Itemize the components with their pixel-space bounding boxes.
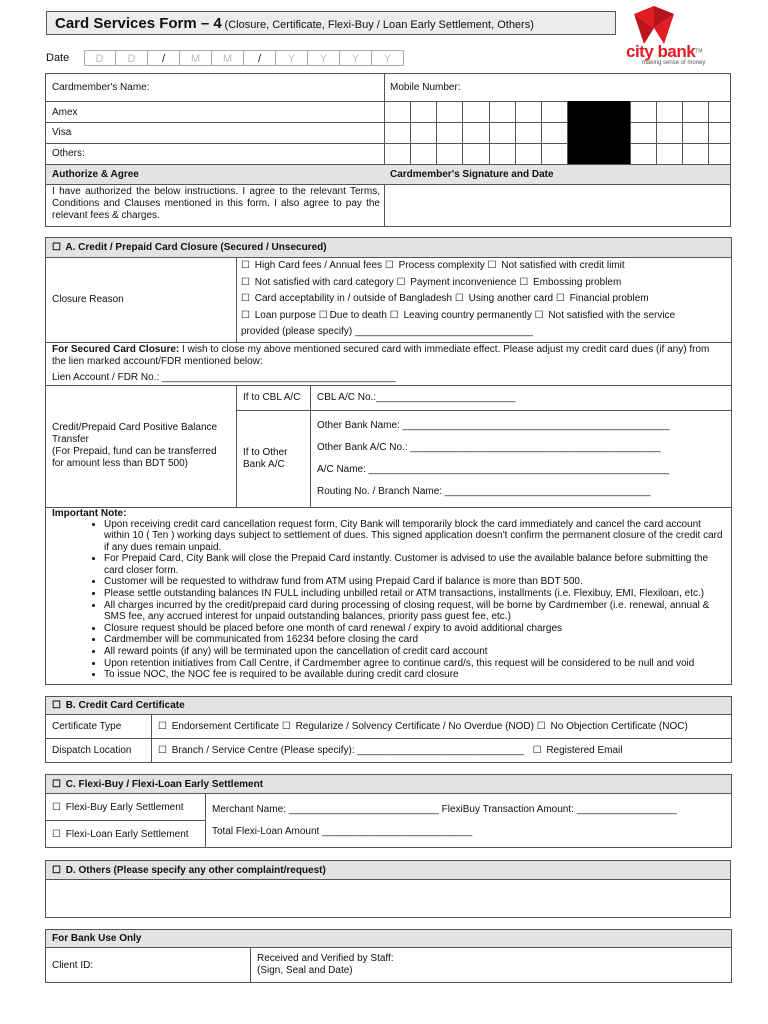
- note-item: • Cardmember will be communicated from 16234 before closing the card: [104, 634, 725, 646]
- card-type-others: Others:: [52, 148, 85, 159]
- date-cell[interactable]: Y: [372, 50, 404, 66]
- checkbox-section-b[interactable]: ☐: [52, 700, 61, 711]
- section-c-table: [45, 774, 732, 848]
- note-item: • Customer will be requested to withdraw fund from ATM using Prepaid Card if balance is more than BDT 500.: [104, 576, 725, 588]
- card-type-amex: Amex: [52, 107, 78, 118]
- if-other-bank-label: If to Other Bank A/C: [237, 410, 311, 507]
- checkbox[interactable]: ☐: [241, 260, 250, 271]
- checkbox[interactable]: ☐: [158, 745, 167, 756]
- logo-wordmark: city bank: [626, 42, 696, 61]
- cardmember-name-label: Cardmember's Name:: [52, 82, 150, 93]
- date-cell[interactable]: D: [116, 50, 148, 66]
- checkbox[interactable]: ☐: [241, 309, 250, 321]
- mobile-number-label: Mobile Number:: [390, 82, 461, 93]
- checkbox[interactable]: ☐: [318, 309, 328, 321]
- checkbox[interactable]: ☐: [389, 309, 399, 321]
- form-title: Card Services Form – 4: [55, 15, 222, 32]
- other-bank-name-field[interactable]: Other Bank Name: ________________________________________________: [317, 419, 670, 431]
- checkbox[interactable]: ☐: [241, 276, 250, 288]
- reason-option: Financial problem: [569, 293, 649, 304]
- checkbox[interactable]: ☐: [519, 276, 529, 288]
- cbl-account-field[interactable]: CBL A/C No.:_________________________: [311, 385, 732, 410]
- form-title-box: [46, 11, 616, 35]
- reason-option: Not satisfied with card category: [254, 276, 394, 288]
- flexiloan-option: Flexi-Loan Early Settlement: [65, 828, 189, 840]
- checkbox[interactable]: ☐: [396, 276, 406, 288]
- certificate-option: Endorsement Certificate: [171, 721, 280, 732]
- checkbox[interactable]: ☐: [555, 293, 565, 304]
- reason-option: Card acceptability in / outside of Bangladesh: [254, 293, 453, 304]
- section-d-table: [45, 860, 731, 918]
- checkbox[interactable]: ☐: [454, 293, 464, 304]
- checkbox[interactable]: ☐: [536, 721, 546, 732]
- note-item: • Closure request should be placed before one month of card renewal / expiry to avoid additional charges: [104, 623, 725, 635]
- reason-specify-field[interactable]: provided (please specify) ________________________________: [241, 326, 533, 337]
- certificate-option: No Objection Certificate (NOC): [550, 721, 688, 732]
- section-c-heading: C. Flexi-Buy / Flexi-Loan Early Settlement: [65, 778, 264, 790]
- important-notes-list: [52, 519, 725, 681]
- checkbox[interactable]: ☐: [384, 260, 394, 271]
- date-separator: /: [244, 50, 276, 66]
- date-cell[interactable]: M: [212, 50, 244, 66]
- masked-digits-block: [568, 101, 630, 164]
- card-number-grid[interactable]: [384, 101, 731, 164]
- lien-account-field[interactable]: Lien Account / FDR No.: __________________________________________: [52, 371, 396, 383]
- checkbox[interactable]: ☐: [158, 721, 167, 732]
- section-a-heading: A. Credit / Prepaid Card Closure (Secured / Unsecured): [65, 242, 327, 253]
- dispatch-email-option: Registered Email: [546, 745, 623, 756]
- city-bank-logo: [622, 4, 742, 68]
- reason-option: Payment inconvenience: [410, 276, 517, 288]
- reason-option: Leaving country permanently: [403, 309, 532, 321]
- date-label: Date: [46, 52, 70, 64]
- checkbox-section-d[interactable]: ☐: [52, 864, 61, 876]
- form-subtitle: (Closure, Certificate, Flexi-Buy / Loan Early Settlement, Others): [224, 19, 534, 31]
- section-a-table: [45, 237, 732, 685]
- note-item: • Upon receiving credit card cancellation request form, City Bank will temporarily block the card immediately and cancel the card account within 10 ( Ten ) working days subject to settlement of dues. This signed application doesn't confirm the permanent closure of the credit card if any dues remain unpaid.: [104, 519, 725, 554]
- closure-reason-label: Closure Reason: [46, 258, 237, 343]
- reason-option: Loan purpose: [254, 309, 316, 321]
- reason-option: Using another card: [468, 293, 554, 304]
- note-item: • To issue NOC, the NOC fee is required to be available during credit card closure: [104, 669, 725, 681]
- other-request-field[interactable]: [46, 880, 731, 918]
- routing-branch-field[interactable]: Routing No. / Branch Name: _____________________________________: [317, 485, 651, 497]
- client-id-label: Client ID:: [46, 948, 251, 983]
- note-item: • All reward points (if any) will be terminated upon the cancellation of credit card account: [104, 646, 725, 658]
- checkbox[interactable]: ☐: [281, 721, 291, 732]
- checkbox[interactable]: ☐: [52, 801, 61, 813]
- date-cell[interactable]: D: [84, 50, 116, 66]
- logo-tagline: making sense of money: [642, 60, 706, 66]
- bank-use-heading: For Bank Use Only: [46, 930, 732, 948]
- dispatch-branch-field[interactable]: Branch / Service Centre (Please specify): ______________________________: [171, 745, 525, 756]
- note-item: • Please settle outstanding balances IN FULL including unbilled retail or ATM transactions, installments (i.e. Flexibuy, EMI, Flexiloan, etc.): [104, 588, 725, 600]
- reason-option: High Card fees / Annual fees: [254, 260, 383, 271]
- section-d-heading: D. Others (Please specify any other complaint/request): [65, 864, 326, 876]
- account-name-field[interactable]: A/C Name: ______________________________________________________: [317, 463, 670, 475]
- signature-heading: Cardmember's Signature and Date: [390, 169, 554, 180]
- date-cell[interactable]: M: [180, 50, 212, 66]
- checkbox-section-a[interactable]: ☐: [52, 242, 61, 253]
- flexiloan-amount-field[interactable]: Total Flexi-Loan Amount ___________________________: [212, 825, 473, 837]
- if-cbl-label: If to CBL A/C: [237, 385, 311, 410]
- date-cell[interactable]: Y: [340, 50, 372, 66]
- flexibuy-amount-field[interactable]: FlexiBuy Transaction Amount: __________________: [441, 803, 677, 815]
- reason-option: Due to death: [329, 309, 387, 321]
- flexibuy-option: Flexi-Buy Early Settlement: [65, 801, 184, 813]
- card-type-visa: Visa: [52, 127, 72, 138]
- section-b-table: [45, 696, 732, 763]
- reason-option: Not satisfied with credit limit: [501, 260, 625, 271]
- checkbox[interactable]: ☐: [487, 260, 497, 271]
- reason-option: Embossing problem: [532, 276, 622, 288]
- balance-transfer-label: Credit/Prepaid Card Positive Balance Transfer: [52, 422, 218, 445]
- important-note-heading: Important Note:: [52, 507, 127, 519]
- dispatch-location-label: Dispatch Location: [46, 739, 152, 763]
- checkbox[interactable]: ☐: [532, 745, 542, 756]
- checkbox-section-c[interactable]: ☐: [52, 778, 61, 790]
- date-cell[interactable]: Y: [308, 50, 340, 66]
- bank-use-table: [45, 929, 732, 983]
- certificate-option: Regularize / Solvency Certificate / No Overdue (NOD): [295, 721, 534, 732]
- authorize-heading: Authorize & Agree: [52, 169, 139, 180]
- other-bank-account-field[interactable]: Other Bank A/C No.: _____________________________________________: [317, 441, 661, 453]
- certificate-type-label: Certificate Type: [46, 715, 152, 739]
- checkbox[interactable]: ☐: [52, 828, 61, 840]
- date-cell[interactable]: Y: [276, 50, 308, 66]
- checkbox[interactable]: ☐: [534, 309, 544, 321]
- reason-option: Not satisfied with the service: [548, 309, 676, 321]
- secured-closure-text: I wish to close my above mentioned secured card with immediate effect. Please adjust my credit card dues (if any) from the lien marked account/FDR mentioned below:: [52, 343, 710, 367]
- checkbox[interactable]: ☐: [241, 293, 250, 304]
- note-item: • For Prepaid Card, City Bank will close the Prepaid Card instantly. Customer is advised to use the available balance before submitting the card closer form.: [104, 553, 725, 576]
- sign-seal-date-label: (Sign, Seal and Date): [257, 965, 353, 976]
- date-separator: /: [148, 50, 180, 66]
- section-b-heading: B. Credit Card Certificate: [65, 700, 185, 711]
- received-verified-label: Received and Verified by Staff:: [257, 953, 394, 964]
- note-item: • All charges incurred by the credit/prepaid card during processing of closing request, will be borne by Cardmember (i.e. renewal, annual & SMS fee, any accrued interest for unpaid outstanding balances, priority pass guest fee, etc.): [104, 600, 725, 623]
- logo-tm: TM: [695, 48, 703, 55]
- authorize-text: I have authorized the below instructions. I agree to the relevant Terms, Conditions and Clauses mentioned in this form. I also agree to pay the relevant fees & charges.: [52, 186, 380, 221]
- reason-option: Process complexity: [398, 260, 485, 271]
- note-item: • Upon retention initiatives from Call Centre, if Cardmember agree to continue card/s, this request will be considered to be null and void: [104, 658, 725, 670]
- merchant-name-field[interactable]: Merchant Name: ___________________________: [212, 803, 439, 815]
- secured-closure-label: For Secured Card Closure:: [52, 343, 180, 355]
- balance-transfer-note: (For Prepaid, fund can be transferred for amount less than BDT 500): [52, 446, 217, 469]
